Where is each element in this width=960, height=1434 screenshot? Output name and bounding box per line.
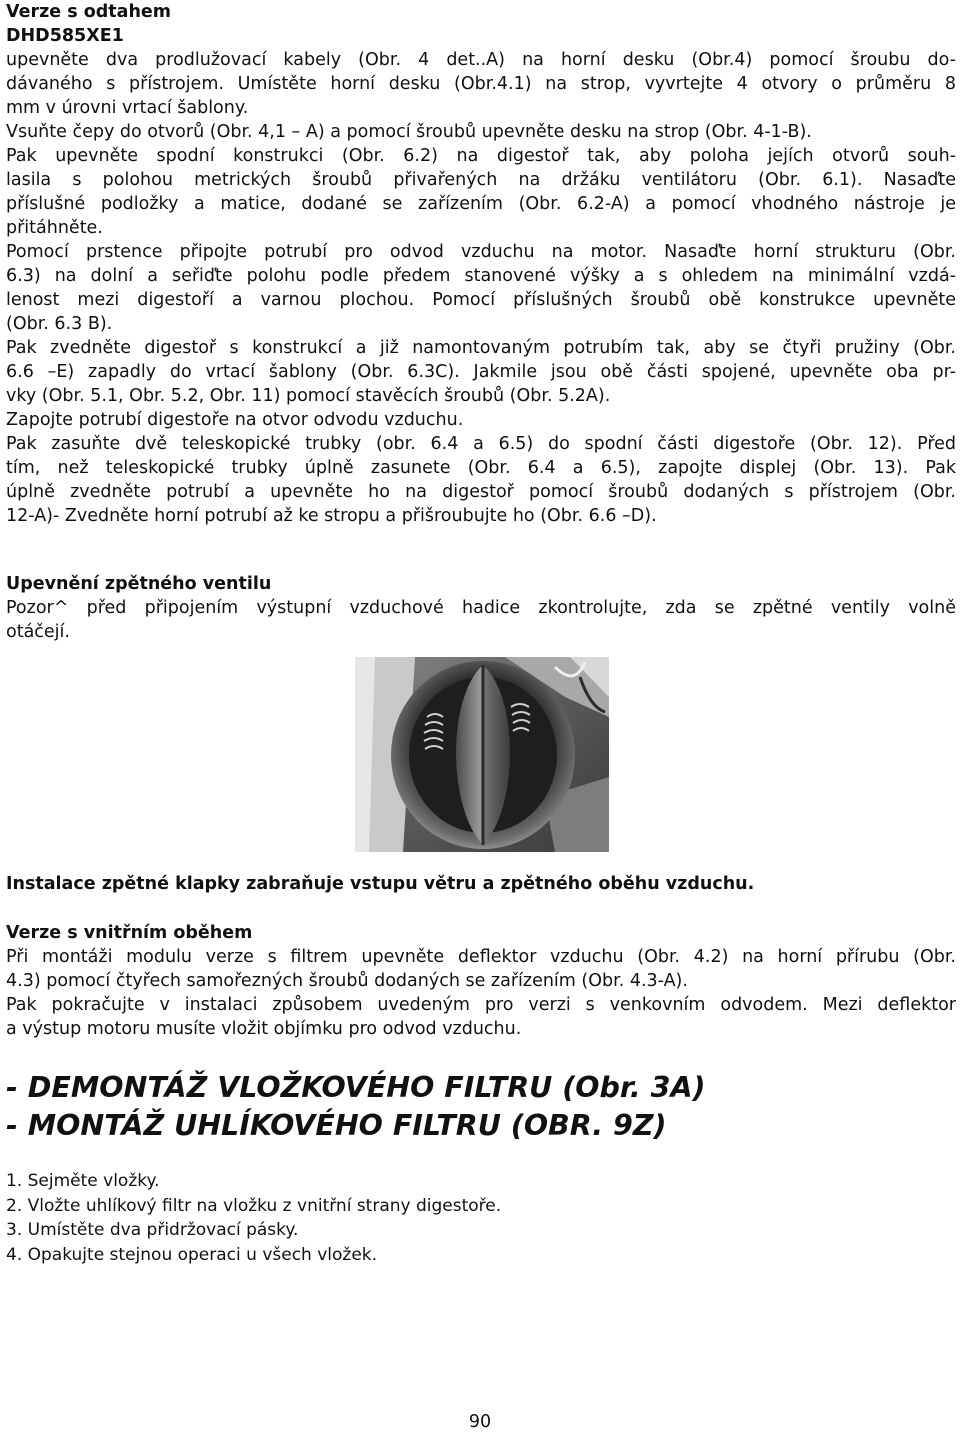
filter-heading: - DEMONTÁŽ VLOŽKOVÉHO FILTRU (Obr. 3A) <box>6 1071 706 1104</box>
paragraph-line: Pak upevněte spodní konstrukci (Obr. 6.2) na digestoř tak, aby poloha jejích otvorů souh- <box>6 146 956 166</box>
list-item: 1. Sejměte vložky. <box>6 1171 160 1191</box>
paragraph-line: 6.3) na dolní a seřiďte polohu podle předem stanovené výšky a s ohledem na minimální vzdá- <box>6 266 956 286</box>
paragraph-line: Pak zvedněte digestoř s konstrukcí a již namontovaným potrubím tak, aby se čtyři pružiny (Obr. <box>6 338 956 358</box>
paragraph-line: dávaného s přístrojem. Umístěte horní desku (Obr.4.1) na strop, vyvrtejte 4 otvory o průměru 8 <box>6 74 956 94</box>
section-heading: Verze s vnitřním oběhem <box>6 923 253 943</box>
paragraph-line: přitáhněte. <box>6 218 103 238</box>
section-heading: Upevnění zpětného ventilu <box>6 574 272 594</box>
paragraph-line: Pak pokračujte v instalaci způsobem uvedeným pro verzi s venkovním odvodem. Mezi deflektor <box>6 995 956 1015</box>
paragraph-line: upevněte dva prodlužovací kabely (Obr. 4 det..A) na horní desku (Obr.4) pomocí šroubu do- <box>6 50 956 70</box>
paragraph-line: (Obr. 6.3 B). <box>6 314 113 334</box>
paragraph-line: příslušné podložky a matice, dodané se zařízením (Obr. 6.2-A) a pomocí vhodného nástroje je <box>6 194 956 214</box>
paragraph-line: lasila s polohou metrických šroubů přivařených na držáku ventilátoru (Obr. 6.1). Nasaďte <box>6 170 956 190</box>
paragraph-line: 12-A)- Zvedněte horní potrubí až ke stropu a přišroubujte ho (Obr. 6.6 –D). <box>6 506 657 526</box>
section-check-valve <box>6 572 956 644</box>
paragraph-line: Pozor^ před připojením výstupní vzduchové hadice zkontrolujte, zda se zpětné ventily volně <box>6 598 956 618</box>
paragraph-line: Pak zasuňte dvě teleskopické trubky (obr. 6.4 a 6.5) do spodní části digestoře (Obr. 12). Před <box>6 434 956 454</box>
paragraph-line: Zapojte potrubí digestoře na otvor odvodu vzduchu. <box>6 410 464 430</box>
steps-list <box>6 1169 501 1267</box>
photo-caption: Instalace zpětné klapky zabraňuje vstupu větru a zpětného oběhu vzduchu. <box>6 874 755 894</box>
model-label: DHD585XE1 <box>6 26 124 46</box>
check-valve-photo <box>355 657 609 852</box>
section-heading: Verze s odtahem <box>6 2 172 22</box>
paragraph-line: otáčejí. <box>6 622 70 642</box>
list-item: 4. Opakujte stejnou operaci u všech vložek. <box>6 1244 378 1265</box>
filter-headings <box>6 1069 706 1145</box>
filter-heading: - MONTÁŽ UHLÍKOVÉHO FILTRU (OBR. 9Z) <box>6 1109 667 1142</box>
paragraph-line: Pomocí prstence připojte potrubí pro odvod vzduchu na motor. Nasaďte horní strukturu (Obr. <box>6 242 956 262</box>
paragraph-line: mm v úrovni vrtací šablony. <box>6 98 249 118</box>
paragraph-line: lenost mezi digestoří a varnou plochou. Pomocí příslušných šroubů obě konstrukce upevněte <box>6 290 956 310</box>
paragraph-line: Při montáži modulu verze s filtrem upevněte deflektor vzduchu (Obr. 4.2) na horní přírubu (Obr. <box>6 947 956 967</box>
paragraph-line: tím, než teleskopické trubky úplně zasunete (Obr. 6.4 a 6.5), zapojte displej (Obr. 13). Pak <box>6 458 956 478</box>
paragraph-line: úplně zvedněte potrubí a upevněte ho na digestoř pomocí šroubů dodaných s přístrojem (Obr. <box>6 482 956 502</box>
paragraph-line: vky (Obr. 5.1, Obr. 5.2, Obr. 11) pomocí stavěcích šroubů (Obr. 5.2A). <box>6 386 611 406</box>
list-item: 3. Umístěte dva přidržovací pásky. <box>6 1220 299 1240</box>
section-recirculation-version <box>6 921 956 1041</box>
list-item: 2. Vložte uhlíkový filtr na vložku z vnitřní strany digestoře. <box>6 1195 502 1216</box>
section-ducted-version <box>6 0 956 528</box>
paragraph-line: a výstup motoru musíte vložit objímku pro odvod vzduchu. <box>6 1019 522 1039</box>
paragraph-line: 4.3) pomocí čtyřech samořezných šroubů dodaných se zařízením (Obr. 4.3-A). <box>6 971 688 991</box>
paragraph-line: Vsuňte čepy do otvorů (Obr. 4,1 – A) a pomocí šroubů upevněte desku na strop (Obr. 4-1-B). <box>6 122 812 142</box>
paragraph-line: 6.6 –E) zapadly do vrtací šablony (Obr. 6.3C). Jakmile jsou obě části spojené, upevněte oba pr- <box>6 362 956 382</box>
page-number: 90 <box>468 1412 492 1432</box>
